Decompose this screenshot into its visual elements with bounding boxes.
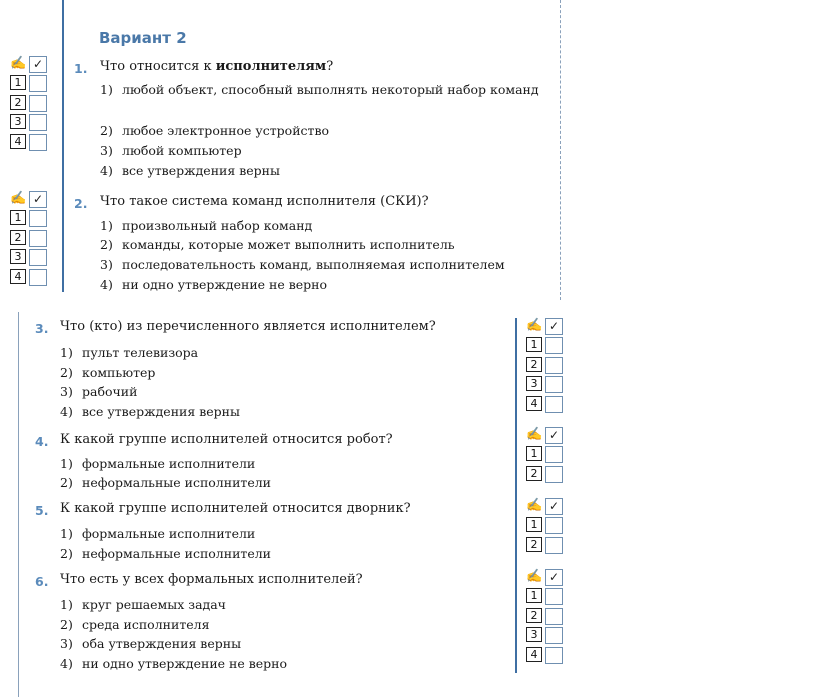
option-text: круг решаемых задач xyxy=(82,597,226,612)
question-text-part: ? xyxy=(326,59,334,74)
option-text: все утверждения верны xyxy=(122,163,280,178)
grid-number: 1 xyxy=(526,337,542,352)
option-number: 2) xyxy=(60,475,73,490)
grid-number: 1 xyxy=(526,517,542,532)
answer-grid-q6 xyxy=(526,569,563,666)
option-text: любое электронное устройство xyxy=(122,123,330,138)
option-text: пульт телевизора xyxy=(82,345,199,360)
option-number: 3) xyxy=(100,143,113,158)
option-text: неформальные исполнители xyxy=(82,546,271,561)
option-number: 2) xyxy=(60,546,73,561)
answer-box-4[interactable] xyxy=(545,647,563,664)
grid-number: 4 xyxy=(526,647,542,662)
option-text: рабочий xyxy=(82,384,138,399)
grid-number: 1 xyxy=(526,588,542,603)
answer-grid-q1 xyxy=(10,56,47,153)
answer-box-3[interactable] xyxy=(545,627,563,644)
answer-box-1[interactable] xyxy=(545,337,563,354)
question-number: 6. xyxy=(35,574,49,589)
question-text: К какой группе исполнителей относится дворник? xyxy=(60,501,411,516)
answer-box-1[interactable] xyxy=(29,210,47,227)
pen-icon: ✍ xyxy=(10,191,27,206)
answer-box-2[interactable] xyxy=(29,95,47,112)
option-3 xyxy=(100,257,505,273)
option-text: произвольный набор команд xyxy=(122,218,313,233)
answer-box-1[interactable] xyxy=(545,517,563,534)
pen-icon: ✍ xyxy=(526,498,543,513)
option-number: 2) xyxy=(60,617,73,632)
option-3 xyxy=(60,636,241,652)
grid-number: 3 xyxy=(10,114,26,129)
question-text-part: Что относится к xyxy=(100,59,216,74)
option-number: 2) xyxy=(100,237,113,252)
option-text: формальные исполнители xyxy=(82,456,256,471)
right-dashed-border xyxy=(560,0,561,300)
option-text: все утверждения верны xyxy=(82,404,240,419)
option-2 xyxy=(60,365,155,381)
option-4 xyxy=(100,277,327,293)
option-number: 4) xyxy=(60,404,73,419)
option-4 xyxy=(100,163,280,179)
question-number: 3. xyxy=(35,321,49,336)
option-text: оба утверждения верны xyxy=(82,636,242,651)
grid-number: 2 xyxy=(526,608,542,623)
option-number: 4) xyxy=(60,656,73,671)
answer-box-2[interactable] xyxy=(29,230,47,247)
pen-icon: ✍ xyxy=(526,569,543,584)
grid-number: 2 xyxy=(526,357,542,372)
question-text: Что (кто) из перечисленного является исполнителем? xyxy=(60,319,436,334)
grid-number: 3 xyxy=(526,376,542,391)
option-number: 1) xyxy=(100,82,113,97)
grid-number: 1 xyxy=(526,446,542,461)
checkmark-icon: ✓ xyxy=(29,191,47,208)
checkmark-icon: ✓ xyxy=(545,427,563,444)
option-4 xyxy=(60,404,240,420)
option-2 xyxy=(60,617,209,633)
grid-number: 1 xyxy=(10,210,26,225)
answer-box-1[interactable] xyxy=(545,588,563,605)
left-margin-line xyxy=(62,0,64,292)
question-text: К какой группе исполнителей относится робот? xyxy=(60,432,393,447)
grid-number: 2 xyxy=(10,95,26,110)
option-number: 3) xyxy=(60,636,73,651)
option-1 xyxy=(60,456,255,472)
answer-box-4[interactable] xyxy=(545,396,563,413)
answer-box-3[interactable] xyxy=(545,376,563,393)
option-text: формальные исполнители xyxy=(82,526,256,541)
answer-box-2[interactable] xyxy=(545,537,563,554)
grid-number: 2 xyxy=(526,537,542,552)
option-1 xyxy=(60,345,198,361)
answer-box-2[interactable] xyxy=(545,357,563,374)
lower-left-border xyxy=(18,312,19,697)
option-text: ни одно утверждение не верно xyxy=(82,656,288,671)
answer-grid-q4 xyxy=(526,427,563,485)
option-2 xyxy=(60,475,271,491)
grid-number: 4 xyxy=(526,396,542,411)
option-number: 1) xyxy=(100,218,113,233)
option-3 xyxy=(60,384,137,400)
option-number: 2) xyxy=(60,365,73,380)
option-2 xyxy=(100,237,455,253)
answer-box-3[interactable] xyxy=(29,249,47,266)
option-3 xyxy=(100,143,242,159)
option-number: 3) xyxy=(100,257,113,272)
answer-box-2[interactable] xyxy=(545,466,563,483)
grid-number: 2 xyxy=(526,466,542,481)
grid-number: 3 xyxy=(526,627,542,642)
question-text xyxy=(100,59,333,75)
question-number: 2. xyxy=(74,196,88,211)
option-number: 1) xyxy=(60,456,73,471)
answer-box-1[interactable] xyxy=(545,446,563,463)
option-number: 2) xyxy=(100,123,113,138)
grid-number: 1 xyxy=(10,75,26,90)
answer-box-1[interactable] xyxy=(29,75,47,92)
answer-box-3[interactable] xyxy=(29,114,47,131)
variant-title: Вариант 2 xyxy=(99,29,187,47)
question-text: Что такое система команд исполнителя (СКИ)? xyxy=(100,194,429,209)
option-number: 3) xyxy=(60,384,73,399)
checkmark-icon: ✓ xyxy=(29,56,47,73)
option-number: 1) xyxy=(60,345,73,360)
option-text: компьютер xyxy=(82,365,156,380)
option-text: среда исполнителя xyxy=(82,617,210,632)
option-4 xyxy=(60,656,287,672)
option-2 xyxy=(60,546,271,562)
checkmark-icon: ✓ xyxy=(545,498,563,515)
answer-grid-q5 xyxy=(526,498,563,556)
grid-number: 3 xyxy=(10,249,26,264)
answer-box-4[interactable] xyxy=(29,134,47,151)
grid-number: 4 xyxy=(10,269,26,284)
question-number: 4. xyxy=(35,434,49,449)
answer-box-4[interactable] xyxy=(29,269,47,286)
option-number: 4) xyxy=(100,163,113,178)
option-number: 1) xyxy=(60,526,73,541)
option-1 xyxy=(100,218,312,234)
option-text: любой компьютер xyxy=(122,143,242,158)
option-1 xyxy=(60,597,226,613)
option-text: команды, которые может выполнить исполнитель xyxy=(122,237,455,252)
option-text: неформальные исполнители xyxy=(82,475,271,490)
question-number: 5. xyxy=(35,503,49,518)
question-text: Что есть у всех формальных исполнителей? xyxy=(60,572,363,587)
pen-icon: ✍ xyxy=(10,56,27,71)
option-number: 1) xyxy=(60,597,73,612)
question-text-bold: исполнителям xyxy=(215,59,327,74)
option-text: последовательность команд, выполняемая исполнителем xyxy=(122,257,505,272)
answer-grid-q2 xyxy=(10,191,47,288)
option-1 xyxy=(60,526,255,542)
answer-grid-q3 xyxy=(526,318,563,415)
grid-number: 4 xyxy=(10,134,26,149)
option-1 xyxy=(100,80,545,100)
pen-icon: ✍ xyxy=(526,427,543,442)
lower-right-margin-line xyxy=(515,318,517,673)
option-text: любой объект, способный выполнять некоторый набор команд xyxy=(122,82,539,97)
option-number: 4) xyxy=(100,277,113,292)
option-2 xyxy=(100,123,329,139)
option-text: ни одно утверждение не верно xyxy=(122,277,328,292)
checkmark-icon: ✓ xyxy=(545,569,563,586)
grid-number: 2 xyxy=(10,230,26,245)
answer-box-2[interactable] xyxy=(545,608,563,625)
question-number: 1. xyxy=(74,61,88,76)
pen-icon: ✍ xyxy=(526,318,543,333)
checkmark-icon: ✓ xyxy=(545,318,563,335)
